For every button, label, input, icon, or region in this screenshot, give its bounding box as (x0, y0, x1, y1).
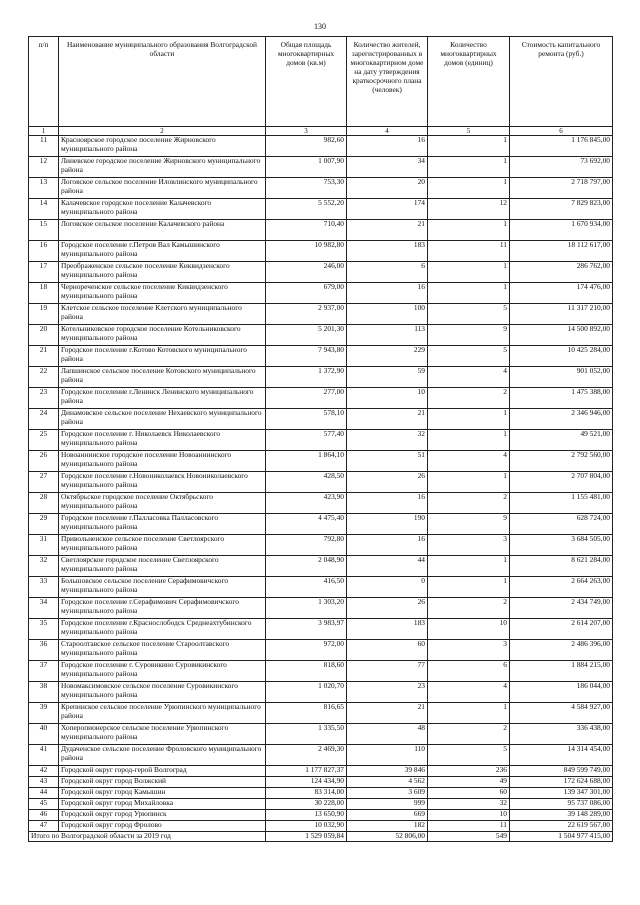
residents-value: 183 (347, 241, 428, 262)
table-row (29, 766, 613, 777)
houses-value: 1 (428, 136, 510, 157)
cost-value: 628 724,00 (510, 514, 613, 535)
table-row (29, 157, 613, 178)
houses-value: 2 (428, 493, 510, 514)
table-row (29, 535, 613, 556)
table-row (29, 745, 613, 766)
area-value: 246,00 (266, 262, 347, 283)
houses-value: 1 (428, 430, 510, 451)
row-number: 44 (29, 788, 59, 799)
total-cost: 1 504 977 415,00 (510, 832, 613, 842)
cost-value: 1 670 934,00 (510, 220, 613, 241)
residents-value: 100 (347, 304, 428, 325)
area-value: 1 335,50 (266, 724, 347, 745)
residents-value: 34 (347, 157, 428, 178)
municipality-name: Городской округ город Камышин (59, 788, 266, 799)
row-number: 32 (29, 556, 59, 577)
municipality-name: Октябрьское городское поселение Октябрьского муниципального района (59, 493, 266, 514)
row-number: 16 (29, 241, 59, 262)
municipality-name: Староолтавское сельское поселение Староолтавского муниципального района (59, 640, 266, 661)
houses-value: 4 (428, 682, 510, 703)
row-number: 18 (29, 283, 59, 304)
area-value: 423,90 (266, 493, 347, 514)
residents-value: 110 (347, 745, 428, 766)
column-number: 1 (29, 127, 59, 136)
houses-value: 10 (428, 810, 510, 821)
cost-value: 186 044,00 (510, 682, 613, 703)
row-number: 14 (29, 199, 59, 220)
table-row (29, 241, 613, 262)
area-value: 2 937,00 (266, 304, 347, 325)
houses-value: 10 (428, 619, 510, 640)
area-value: 578,10 (266, 409, 347, 430)
residents-value: 39 846 (347, 766, 428, 777)
area-value: 10 032,90 (266, 821, 347, 832)
area-value: 1 864,10 (266, 451, 347, 472)
row-number: 36 (29, 640, 59, 661)
houses-value: 11 (428, 821, 510, 832)
cost-value: 22 619 567,00 (510, 821, 613, 832)
residents-value: 20 (347, 178, 428, 199)
cost-value: 336 438,00 (510, 724, 613, 745)
row-number: 20 (29, 325, 59, 346)
residents-value: 669 (347, 810, 428, 821)
residents-value: 10 (347, 388, 428, 409)
table-row (29, 136, 613, 157)
residents-value: 26 (347, 472, 428, 493)
residents-value: 183 (347, 619, 428, 640)
municipality-name: Городское поселение г.Петров Вал Камышинского муниципального района (59, 241, 266, 262)
cost-value: 73 692,00 (510, 157, 613, 178)
residents-value: 3 609 (347, 788, 428, 799)
municipality-name: Лапшинское сельское поселение Котовского муниципального района (59, 367, 266, 388)
table-row (29, 493, 613, 514)
row-number: 42 (29, 766, 59, 777)
row-number: 19 (29, 304, 59, 325)
area-value: 1 303,20 (266, 598, 347, 619)
total-label: Итого по Волгоградской области за 2019 год (29, 832, 266, 842)
municipality-name: Крепинское сельское поселение Урюпинского муниципального района (59, 703, 266, 724)
row-number: 11 (29, 136, 59, 157)
municipality-name: Городское поселение г. Николаевск Николаевского муниципального района (59, 430, 266, 451)
municipality-name: Чернореченское сельское поселение Киквидзенского муниципального района (59, 283, 266, 304)
cost-value: 8 621 284,00 (510, 556, 613, 577)
table-row (29, 577, 613, 598)
area-value: 83 314,00 (266, 788, 347, 799)
houses-value: 9 (428, 514, 510, 535)
cost-value: 2 614 207,00 (510, 619, 613, 640)
residents-value: 16 (347, 283, 428, 304)
area-value: 7 943,80 (266, 346, 347, 367)
column-number: 2 (59, 127, 266, 136)
table-row (29, 472, 613, 493)
houses-value: 1 (428, 157, 510, 178)
houses-value: 1 (428, 703, 510, 724)
residents-value: 0 (347, 577, 428, 598)
residents-value: 113 (347, 325, 428, 346)
row-number: 27 (29, 472, 59, 493)
residents-value: 174 (347, 199, 428, 220)
cost-value: 1 176 845,00 (510, 136, 613, 157)
cost-value: 1 884 215,00 (510, 661, 613, 682)
area-value: 972,00 (266, 640, 347, 661)
houses-value: 1 (428, 178, 510, 199)
cost-value: 174 476,00 (510, 283, 613, 304)
houses-value: 6 (428, 661, 510, 682)
cost-value: 901 052,00 (510, 367, 613, 388)
area-value: 277,00 (266, 388, 347, 409)
houses-value: 5 (428, 346, 510, 367)
municipality-name: Хоперопионерское сельское поселение Урюпинского муниципального района (59, 724, 266, 745)
row-number: 33 (29, 577, 59, 598)
header-area: Общая площадь многоквартирных домов (кв.м) (266, 37, 347, 127)
houses-value: 1 (428, 556, 510, 577)
table-row (29, 640, 613, 661)
municipality-name: Линевское городское поселение Жирновского муниципального района (59, 157, 266, 178)
residents-value: 77 (347, 661, 428, 682)
total-area: 1 529 059,84 (266, 832, 347, 842)
houses-value: 2 (428, 724, 510, 745)
municipality-name: Городское поселение г.Новониколаевск Новониколаевского муниципального района (59, 472, 266, 493)
table-row (29, 283, 613, 304)
table-row (29, 178, 613, 199)
area-value: 982,60 (266, 136, 347, 157)
cost-value: 2 718 797,00 (510, 178, 613, 199)
municipality-name: Калачевское городское поселение Калачевского муниципального района (59, 199, 266, 220)
row-number: 17 (29, 262, 59, 283)
table-row (29, 598, 613, 619)
header-municipality: Наименование муниципального образования Волгоградской области (59, 37, 266, 127)
cost-value: 1 155 481,00 (510, 493, 613, 514)
column-number-row (29, 127, 613, 136)
table-row (29, 199, 613, 220)
row-number: 24 (29, 409, 59, 430)
residents-value: 16 (347, 493, 428, 514)
cost-value: 2 346 946,00 (510, 409, 613, 430)
row-number: 13 (29, 178, 59, 199)
houses-value: 3 (428, 640, 510, 661)
cost-value: 849 599 749,00 (510, 766, 613, 777)
row-number: 29 (29, 514, 59, 535)
cost-value: 49 521,00 (510, 430, 613, 451)
houses-value: 1 (428, 577, 510, 598)
table-row (29, 325, 613, 346)
table-row (29, 619, 613, 640)
municipality-name: Котельниковское городское поселение Котельниковского муниципального района (59, 325, 266, 346)
municipality-name: Логовское сельское поселение Иловлинского муниципального района (59, 178, 266, 199)
cost-value: 2 434 749,00 (510, 598, 613, 619)
municipality-name: Красноярское городское поселение Жирновского муниципального района (59, 136, 266, 157)
residents-value: 32 (347, 430, 428, 451)
row-number: 12 (29, 157, 59, 178)
area-value: 679,00 (266, 283, 347, 304)
row-number: 26 (29, 451, 59, 472)
area-value: 5 552,20 (266, 199, 347, 220)
houses-value: 236 (428, 766, 510, 777)
cost-value: 39 148 289,00 (510, 810, 613, 821)
cost-value: 1 475 388,00 (510, 388, 613, 409)
residents-value: 6 (347, 262, 428, 283)
column-number: 5 (428, 127, 510, 136)
row-number: 23 (29, 388, 59, 409)
area-value: 710,40 (266, 220, 347, 241)
houses-value: 4 (428, 367, 510, 388)
cost-value: 139 347 301,00 (510, 788, 613, 799)
houses-value: 1 (428, 409, 510, 430)
residents-value: 51 (347, 451, 428, 472)
row-number: 25 (29, 430, 59, 451)
table-row (29, 703, 613, 724)
area-value: 1 372,90 (266, 367, 347, 388)
area-value: 1 020,70 (266, 682, 347, 703)
area-value: 4 475,40 (266, 514, 347, 535)
residents-value: 23 (347, 682, 428, 703)
municipality-name: Светлоярское городское поселение Светлоярского муниципального района (59, 556, 266, 577)
cost-value: 7 829 823,00 (510, 199, 613, 220)
municipality-name: Городской округ город Волжский (59, 777, 266, 788)
row-number: 39 (29, 703, 59, 724)
cost-value: 286 762,00 (510, 262, 613, 283)
municipality-name: Городское поселение г.Краснослободск Среднеахтубинского муниципального района (59, 619, 266, 640)
table-row (29, 514, 613, 535)
row-number: 43 (29, 777, 59, 788)
table-row (29, 304, 613, 325)
houses-value: 2 (428, 388, 510, 409)
area-value: 2 469,30 (266, 745, 347, 766)
header-residents: Количество жителей, зарегистрированных в многоквартирном доме на дату утверждения краткосрочного плана (человек) (347, 37, 428, 127)
row-number: 15 (29, 220, 59, 241)
area-value: 30 228,00 (266, 799, 347, 810)
municipality-name: Городское поселение г.Палласовка Палласовского муниципального района (59, 514, 266, 535)
table-row (29, 346, 613, 367)
table-row (29, 409, 613, 430)
municipality-name: Городской округ город-герой Волгоград (59, 766, 266, 777)
row-number: 34 (29, 598, 59, 619)
column-number: 3 (266, 127, 347, 136)
table-row (29, 220, 613, 241)
table-row (29, 661, 613, 682)
table-row (29, 810, 613, 821)
residents-value: 60 (347, 640, 428, 661)
cost-value: 2 792 560,00 (510, 451, 613, 472)
area-value: 1 007,90 (266, 157, 347, 178)
cost-value: 172 624 688,00 (510, 777, 613, 788)
residents-value: 21 (347, 409, 428, 430)
houses-value: 5 (428, 745, 510, 766)
houses-value: 4 (428, 451, 510, 472)
row-number: 31 (29, 535, 59, 556)
table-row (29, 388, 613, 409)
residents-value: 190 (347, 514, 428, 535)
cost-value: 11 317 210,00 (510, 304, 613, 325)
residents-value: 59 (347, 367, 428, 388)
area-value: 816,65 (266, 703, 347, 724)
municipality-name: Новомаксимовское сельское поселение Суровикинского муниципального района (59, 682, 266, 703)
houses-value: 3 (428, 535, 510, 556)
area-value: 1 177 827,37 (266, 766, 347, 777)
table-row (29, 799, 613, 810)
municipality-name: Городское поселение г.Ленинск Ленинского муниципального района (59, 388, 266, 409)
column-number: 4 (347, 127, 428, 136)
area-value: 10 982,80 (266, 241, 347, 262)
row-number: 35 (29, 619, 59, 640)
municipality-name: Городское поселение г. Суровикино Суровикинского муниципального района (59, 661, 266, 682)
area-value: 416,50 (266, 577, 347, 598)
total-houses: 549 (428, 832, 510, 842)
table-row (29, 451, 613, 472)
houses-value: 12 (428, 199, 510, 220)
municipality-name: Логовское сельское поселение Калачевского района (59, 220, 266, 241)
row-number: 22 (29, 367, 59, 388)
residents-value: 21 (347, 703, 428, 724)
row-number: 47 (29, 821, 59, 832)
houses-value: 1 (428, 220, 510, 241)
table-row (29, 262, 613, 283)
area-value: 818,60 (266, 661, 347, 682)
cost-value: 2 486 396,00 (510, 640, 613, 661)
cost-value: 14 314 454,00 (510, 745, 613, 766)
column-number: 6 (510, 127, 613, 136)
residents-value: 229 (347, 346, 428, 367)
municipality-name: Привольненское сельское поселение Светлоярского муниципального района (59, 535, 266, 556)
cost-value: 4 584 927,00 (510, 703, 613, 724)
area-value: 792,80 (266, 535, 347, 556)
header-number: п/п (29, 37, 59, 127)
total-residents: 52 806,00 (347, 832, 428, 842)
municipality-name: Преображенское сельское поселение Киквидзенского муниципального района (59, 262, 266, 283)
area-value: 5 201,30 (266, 325, 347, 346)
table-row (29, 777, 613, 788)
row-number: 28 (29, 493, 59, 514)
residents-value: 21 (347, 220, 428, 241)
cost-value: 18 112 617,00 (510, 241, 613, 262)
residents-value: 16 (347, 136, 428, 157)
table-row (29, 788, 613, 799)
residents-value: 182 (347, 821, 428, 832)
table-row (29, 821, 613, 832)
houses-value: 1 (428, 472, 510, 493)
houses-value: 2 (428, 598, 510, 619)
municipality-name: Городской округ город Фролово (59, 821, 266, 832)
table-row (29, 430, 613, 451)
header-houses: Количество многоквартирных домов (единиц) (428, 37, 510, 127)
area-value: 428,50 (266, 472, 347, 493)
houses-value: 60 (428, 788, 510, 799)
table-row (29, 724, 613, 745)
houses-value: 49 (428, 777, 510, 788)
row-number: 46 (29, 810, 59, 821)
area-value: 753,30 (266, 178, 347, 199)
residents-value: 48 (347, 724, 428, 745)
houses-value: 5 (428, 304, 510, 325)
table-row (29, 556, 613, 577)
municipality-name: Городской округ город Урюпинск (59, 810, 266, 821)
cost-value: 95 737 086,00 (510, 799, 613, 810)
repair-plan-table (28, 36, 613, 842)
cost-value: 2 707 804,00 (510, 472, 613, 493)
houses-value: 1 (428, 283, 510, 304)
total-row (29, 832, 613, 842)
table-row (29, 367, 613, 388)
cost-value: 14 500 892,00 (510, 325, 613, 346)
cost-value: 3 684 505,00 (510, 535, 613, 556)
row-number: 40 (29, 724, 59, 745)
area-value: 13 650,90 (266, 810, 347, 821)
municipality-name: Динамовское сельское поселение Нехаевского муниципального района (59, 409, 266, 430)
municipality-name: Городское поселение г.Серафимович Серафимовичского муниципального района (59, 598, 266, 619)
municipality-name: Городское поселение г.Котово Котовского муниципального района (59, 346, 266, 367)
table-body (29, 136, 613, 832)
header-row (29, 37, 613, 127)
cost-value: 2 664 263,00 (510, 577, 613, 598)
row-number: 37 (29, 661, 59, 682)
area-value: 2 048,90 (266, 556, 347, 577)
municipality-name: Дудаченское сельское поселение Фроловского муниципального района (59, 745, 266, 766)
row-number: 38 (29, 682, 59, 703)
cost-value: 10 425 284,00 (510, 346, 613, 367)
houses-value: 32 (428, 799, 510, 810)
row-number: 45 (29, 799, 59, 810)
municipality-name: Большовское сельское поселение Серафимовичского муниципального района (59, 577, 266, 598)
houses-value: 9 (428, 325, 510, 346)
row-number: 21 (29, 346, 59, 367)
residents-value: 16 (347, 535, 428, 556)
houses-value: 11 (428, 241, 510, 262)
municipality-name: Клетское сельское поселение Клетского муниципального района (59, 304, 266, 325)
page-number: 130 (314, 22, 326, 31)
area-value: 3 983,97 (266, 619, 347, 640)
residents-value: 44 (347, 556, 428, 577)
row-number: 41 (29, 745, 59, 766)
area-value: 577,40 (266, 430, 347, 451)
municipality-name: Городской округ город Михайловка (59, 799, 266, 810)
residents-value: 26 (347, 598, 428, 619)
table-row (29, 682, 613, 703)
municipality-name: Новоаннинское городское поселение Новоаннинского муниципального района (59, 451, 266, 472)
houses-value: 1 (428, 262, 510, 283)
residents-value: 999 (347, 799, 428, 810)
header-cost: Стоимость капитального ремонта (руб.) (510, 37, 613, 127)
area-value: 124 434,90 (266, 777, 347, 788)
residents-value: 4 562 (347, 777, 428, 788)
